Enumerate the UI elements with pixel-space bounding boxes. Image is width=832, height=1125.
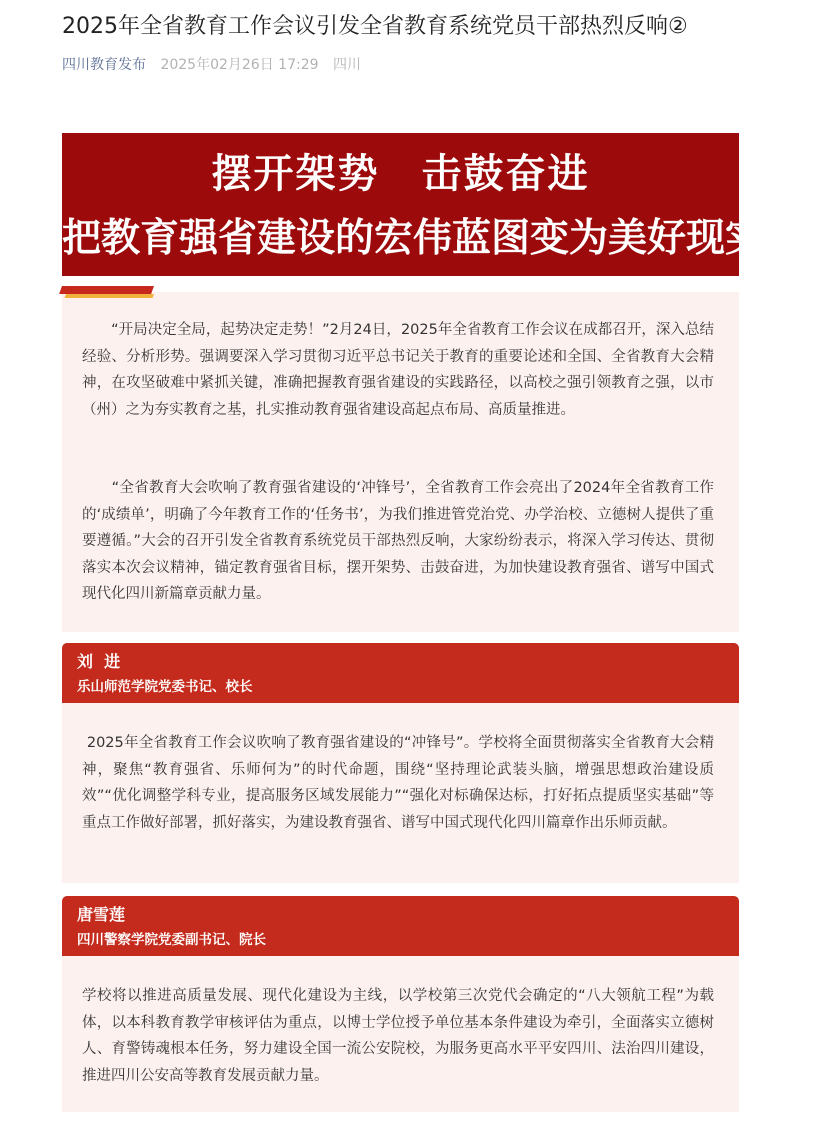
person-name: 刘 进 [77, 652, 121, 671]
decorative-stripe [59, 286, 154, 294]
banner-line-1: 摆开架势 击鼓奋进 [211, 150, 590, 197]
intro-paragraph-2: “全省教育大会吹响了教育强省建设的‘冲锋号’，全省教育工作会亮出了2024年全省教育工作的‘成绩单’，明确了今年教育工作的‘任务书’，为我们推进管党治党、办学治校、立德树人提供了重要遵循。”大会的召开引发全省教育系统党员干部热烈反响，大家纷纷表示，将深入学习传达、贯彻落实本次会议精神，锚定教育强省目标，摆开架势、击鼓奋进，为加快建设教育强省、谱写中国式现代化四川新篇章贡献力量。 [82, 480, 714, 602]
article-title: 2025年全省教育工作会议引发全省教育系统党员干部热烈反响② [62, 14, 688, 39]
person-header [62, 896, 739, 956]
person-role: 乐山师范学院党委书记、校长 [77, 679, 253, 695]
headline-banner [62, 133, 765, 276]
source-link[interactable]: 四川教育发布 [62, 57, 146, 73]
article-meta [62, 55, 361, 75]
publish-location: 四川 [332, 57, 361, 73]
person-header [62, 643, 739, 703]
decorative-stripe-gold [65, 294, 154, 298]
publish-date: 2025年02月26日 17:29 [160, 57, 319, 73]
person-quote: 2025年全省教育工作会议吹响了教育强省建设的“冲锋号”。学校将全面贯彻落实全省教育大会精神，聚焦“教育强省、乐师何为”的时代命题，围绕“坚持理论武装头脑，增强思想政治建设质效”“优化调整学科专业，提高服务区域发展能力”“强化对标确保达标，打好拓点提质坚实基础”等重点工作做好部署，抓好落实，为建设教育强省、谱写中国式现代化四川篇章作出乐师贡献。 [82, 735, 715, 831]
banner-line-2: 把教育强省建设的宏伟蓝图变为美好现实 [62, 215, 765, 261]
person-name: 唐雪莲 [77, 905, 126, 924]
person-quote: 学校将以推进高质量发展、现代化建设为主线，以学校第三次党代会确定的“八大领航工程”为载体，以本科教育教学审核评估为重点，以博士学位授予单位基本条件建设为牵引，全面落实立德树人、育警铸魂根本任务，努力建设全国一流公安院校，为服务更高水平平安四川、法治四川建设，推进四川公安高等教育发展贡献力量。 [82, 988, 714, 1084]
person-role: 四川警察学院党委副书记、院长 [77, 932, 266, 948]
intro-paragraph-1: “开局决定全局，起势决定走势！”2月24日，2025年全省教育工作会议在成都召开，深入总结经验、分析形势。强调要深入学习贯彻习近平总书记关于教育的重要论述和全国、全省教育大会精神，在攻坚破难中紧抓关键，准确把握教育强省建设的实践路径，以高校之强引领教育之强，以市（州）之为夯实教育之基，扎实推动教育强省建设高起点布局、高质量推进。 [82, 322, 714, 418]
